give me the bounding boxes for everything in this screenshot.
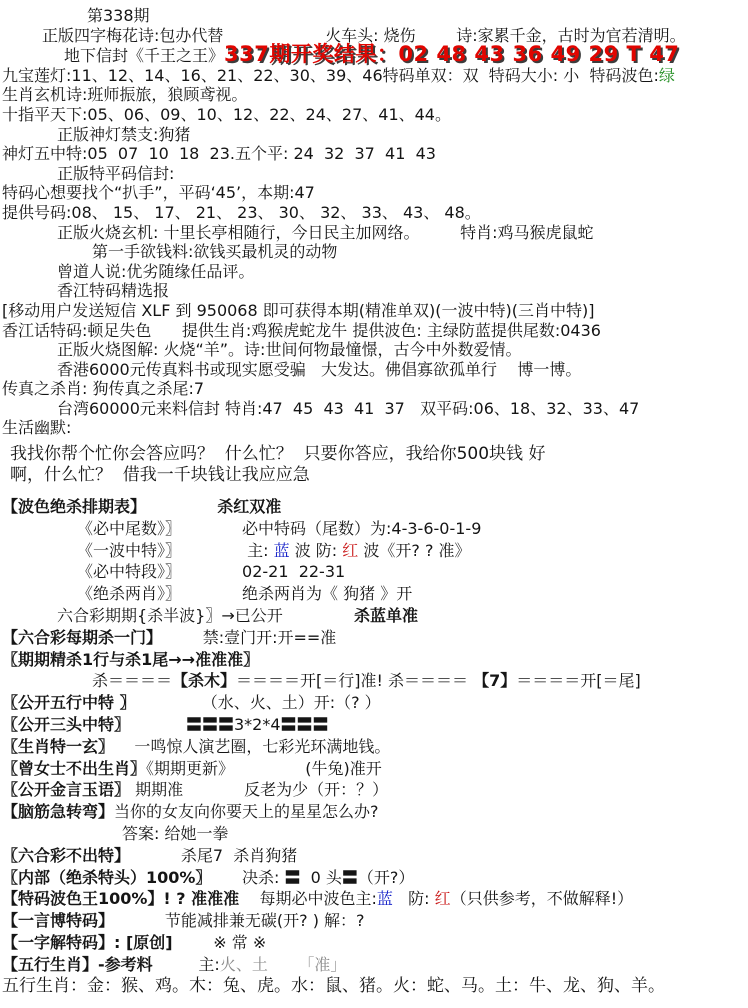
text-segment: 杀蓝单准 [353, 606, 418, 626]
text-segment: 第338期 [87, 6, 150, 25]
xiangjiang-special-line [2, 321, 746, 341]
text-segment: 《必中尾数》〗 必中特码（尾数）为:4-3-6-0-1-9 [77, 518, 482, 538]
text-segment: 〓〓〓 [185, 715, 234, 735]
wave-king-line [2, 888, 746, 910]
text-segment: 提供号码:08、 15、 17、 21、 23、 30、 32、 33、 43、 48。 [2, 202, 481, 222]
three-heads-line [2, 714, 746, 736]
lamp-five-line [2, 144, 746, 164]
text-segment: 【波色绝杀排期表】 [2, 497, 147, 517]
text-segment: 【脑筋急转弯】 [2, 802, 115, 822]
text-segment: 《一波中特》〗 主: [77, 540, 274, 560]
text-segment: 我找你帮个忙你会答应吗？ 什么忙？ 只要你答应，我给你500块钱 好 [10, 444, 546, 465]
taiwan-line [2, 399, 746, 419]
text-segment: 〓〓〓 [280, 715, 329, 735]
text-segment: 〖公开三头中特〗 [2, 715, 131, 735]
text-segment: 「准」 [298, 954, 347, 974]
text-segment [146, 497, 217, 516]
text-segment: 啊，什么忙？ 借我一千块钱让我应应急 [10, 465, 310, 486]
text-segment: 【杀木】 [172, 671, 237, 691]
text-segment: 期期准 反老为少（开：？） [130, 780, 389, 800]
must-hit-tail-line [2, 518, 746, 540]
text-segment: 主: [152, 954, 220, 974]
one-char-line [2, 932, 746, 954]
text-segment: 《必中特段》〗 02-21 22-31 [77, 562, 346, 582]
text-segment: 六合彩期期{杀半波}〗→已公开 [57, 606, 354, 626]
text-segment: 杀尾7 杀肖狗猪 [130, 845, 298, 865]
first-hand-line [2, 242, 746, 262]
must-hit-segment-line [2, 561, 746, 583]
internal-kill-head-line [2, 867, 746, 889]
text-segment [130, 715, 186, 734]
text-segment: 正版火烧玄机: 十里长亭相随行，今日民主加网络。 特肖:鸡马猴虎鼠蛇 [57, 222, 594, 242]
lamp-forbid-line [2, 125, 746, 145]
text-segment: 香江特码精选报 [57, 281, 170, 301]
text-segment: 一鸣惊人演艺圈，七彩光环满地钱。 [114, 736, 391, 756]
fire-mystery-line [2, 223, 746, 243]
text-segment: 【一言博特码】 [2, 911, 115, 931]
sms-promo-line [2, 301, 746, 321]
text-segment: 〖公开金言玉语〗 [2, 780, 131, 800]
text-segment: 【五行生肖】-参考料 [2, 954, 153, 974]
text-segment: 地下信封《千王之王》 [64, 46, 225, 66]
fax-kill-line [2, 379, 746, 399]
text-segment: 五行生肖：金：猴、鸡。木：兔、虎。水：鼠、猪。火：蛇、马。土：牛、龙、狗、羊。 [2, 975, 665, 996]
issue-number [2, 6, 746, 26]
kill-row-tail-line [2, 649, 746, 671]
fire-diagram-line [2, 340, 746, 360]
provided-numbers-line [2, 203, 746, 223]
text-segment: 红 [434, 889, 451, 909]
text-segment: 当你的女友向你要天上的星星怎么办? [114, 802, 379, 822]
text-segment: 曾道人说:优劣随缘任品评。 [57, 261, 255, 281]
text-segment: ＝＝＝＝开[＝行]准! 杀＝＝＝＝ [236, 671, 474, 691]
text-segment: 〖内部（绝杀特头）100%〗 [2, 867, 212, 887]
brain-teaser-line [2, 801, 746, 823]
five-element-zodiac-map-line [2, 976, 746, 997]
five-elements-line [2, 692, 746, 714]
text-segment [268, 955, 299, 974]
text-segment: 〓 [341, 867, 358, 887]
result-line [2, 42, 746, 67]
zodiac-poem-line [2, 85, 746, 105]
text-segment: 绿 [658, 65, 675, 85]
text-segment: 〖六合彩不出特】 [2, 845, 131, 865]
madam-zeng-line [2, 758, 746, 780]
brain-teaser-answer [2, 823, 746, 845]
text-segment: 波《开? ? 准》 [358, 540, 471, 560]
humor-line-2 [2, 465, 746, 486]
kill-one-door-line [2, 627, 746, 649]
wave-kill-table-line [2, 496, 746, 518]
text-segment: 波 防: [289, 540, 343, 560]
special-code-line [2, 183, 746, 203]
text-segment: 【一字解特码】: [原创] [2, 933, 173, 952]
text-segment: 火、土 [219, 954, 268, 974]
text-segment: 香港6000元传真料书或现实愿受骗 大发达。佛倡寡欲孤单行 博一博。 [57, 359, 582, 379]
text-segment: 生肖玄机诗:班师振旅，狼顾鸢视。 [2, 85, 248, 105]
text-segment: 红 [342, 540, 359, 560]
text-segment: 3*2*4 [233, 715, 281, 735]
text-segment: 正版神灯禁支:狗猪 [57, 124, 191, 144]
text-segment: 正版特平码信封: [57, 163, 175, 183]
golden-words-line [2, 779, 746, 801]
text-segment: [移动用户发送短信 XLF 到 950068 即可获得本期(精准单双)(一波中特)(三肖中特)] [2, 300, 595, 320]
text-segment: 〖曾女士不出生肖〗 [2, 758, 147, 778]
text-segment: 〖期期精杀1行与杀1尾→→准准准〗 [2, 649, 260, 669]
text-segment: 【六合彩每期杀一门】 [2, 627, 163, 647]
text-segment: 九宝莲灯:11、12、14、16、21、22、30、39、46特码单双：双 特码大小: 小 特码波色: [2, 65, 659, 85]
text-segment: 杀＝＝＝＝ [92, 671, 173, 691]
text-segment: 禁:壹门开:开==准 [162, 627, 337, 647]
xiangjiang-report-line [2, 281, 746, 301]
text-segment: （水、火、土）开:（? ） [135, 693, 381, 713]
text-segment: （只供参考，不做解释!） [450, 889, 634, 909]
text-segment: 0 头 [300, 867, 342, 887]
draw-result: 337期开奖结果：02 48 43 36 49 29 T 47 [224, 42, 680, 67]
kill-wood-line [2, 670, 746, 692]
text-segment: 《绝杀两肖》〗 绝杀两肖为《 狗猪 》开 [77, 584, 413, 604]
text-segment: 生活幽默: [2, 418, 72, 438]
text-segment: 第一手欲钱料:欲钱买最机灵的动物 [92, 242, 338, 262]
text-segment: 台湾60000元来料信封 特肖:47 45 43 41 37 双平码:06、18、32、33、47 [57, 398, 640, 418]
five-element-zodiac-ref-line [2, 954, 746, 976]
text-segment: 【特码波色王100%】! ? 准准准 [2, 889, 240, 909]
text-segment: ＝＝＝＝开[＝尾] [516, 671, 641, 691]
hk-fax-line [2, 360, 746, 380]
ten-fingers-line [2, 105, 746, 125]
text-segment: 杀红双准 [217, 497, 282, 517]
envelope-title-line [2, 164, 746, 184]
kill-two-zodiac-line [2, 583, 746, 605]
text-segment: 十指平天下:05、06、09、10、12、22、24、27、41、44。 [2, 104, 451, 124]
text-segment: 传真之杀肖: 狗传真之杀尾:7 [2, 379, 205, 399]
text-segment: 决杀: [211, 867, 285, 887]
text-segment: （开?） [357, 867, 415, 887]
text-segment: 《期期更新》 (牛兔)准开 [146, 758, 382, 778]
one-phrase-line [2, 910, 746, 932]
text-segment: 〖生肖特一玄〗 [2, 736, 115, 756]
humor-title-line [2, 418, 746, 438]
text-segment: 防: [392, 889, 435, 909]
humor-line-1 [2, 444, 746, 465]
text-segment: 特码心想要找个“扒手”，平码‘45’，本期:47 [2, 183, 315, 203]
not-out-special-line [2, 845, 746, 867]
text-segment: 神灯五中特:05 07 10 18 23.五个平: 24 32 37 41 43 [2, 144, 436, 164]
spacer [2, 486, 746, 496]
text-segment: 正版四字梅花诗:包办代替 火车头: 烧伤 诗:家累千金，古时为官若清明。 [42, 25, 686, 45]
text-segment: 香江话特码:顿足失色 提供生肖:鸡猴虎蛇龙牛 提供波色: 主绿防蓝提供尾数:0436 [2, 320, 601, 340]
zengdao-line [2, 262, 746, 282]
text-segment: 答案: 给她一拳 [122, 824, 229, 844]
text-segment: 节能减排兼无碳(开? ) 解：? [114, 911, 365, 931]
text-segment: 〓 [284, 867, 301, 887]
zodiac-mystery-line [2, 736, 746, 758]
text-segment: ※ 常 ※ [172, 933, 267, 952]
text-segment: 每期必中波色主: [239, 889, 377, 909]
half-wave-line [2, 605, 746, 627]
text-segment: 【7】 [473, 671, 517, 691]
text-segment: 正版火烧图解: 火烧“羊”。诗:世间何物最憧憬，古今中外数爱情。 [57, 340, 522, 360]
text-segment: 蓝 [376, 889, 393, 909]
text-segment: 〖公开五行中特 〗 [2, 693, 136, 713]
nine-lotus-line [2, 66, 746, 86]
text-segment: 蓝 [273, 540, 290, 560]
one-wave-line [2, 540, 746, 562]
